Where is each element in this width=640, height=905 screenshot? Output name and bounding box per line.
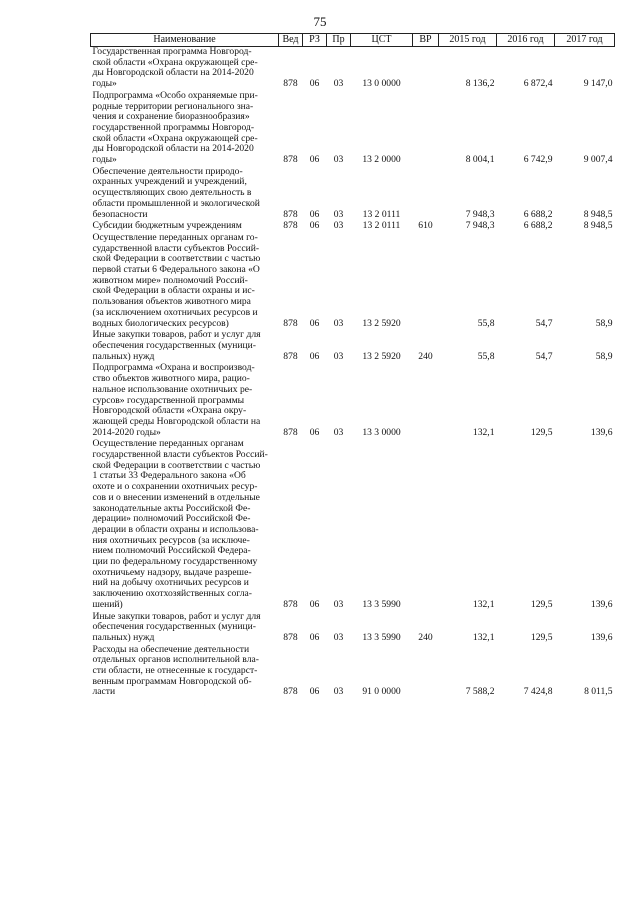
cell-y2016: 7 424,8 — [523, 686, 553, 698]
table-row — [91, 233, 615, 330]
table-row — [91, 645, 615, 700]
cell-name: Обеспечение деятельности природо- охранных учреждений и учреждений, осуществляющих свою деятельность в области промышленной и экологической безопасности — [92, 165, 260, 220]
cell-cst: 13 2 0000 — [362, 154, 401, 166]
header-cst: ЦСТ — [351, 34, 413, 47]
cell-name: Субсидии бюджетным учреждениям — [92, 220, 242, 232]
cell-y2016: 6 688,2 — [523, 208, 553, 220]
cell-vr — [413, 167, 439, 222]
cell-ved: 878 — [283, 631, 298, 643]
cell-ved: 878 — [283, 350, 298, 362]
cell-cst: 13 2 5920 — [362, 350, 401, 362]
cell-vr — [413, 645, 439, 700]
table-row — [91, 167, 615, 222]
cell-vr — [413, 233, 439, 330]
cell-name: Расходы на обеспечение деятельности отдельных органов исполнительной вла- сти области, не отнесенные к государст- венным программам Новгородской об- ласти — [92, 643, 259, 698]
header-2015: 2015 год — [439, 34, 497, 47]
cell-ved: 878 — [283, 317, 298, 329]
cell-ved: 878 — [283, 686, 298, 698]
header-2016: 2016 год — [497, 34, 555, 47]
cell-ved: 878 — [283, 208, 298, 220]
cell-cst: 13 2 5920 — [362, 317, 401, 329]
cell-pr: 03 — [333, 208, 344, 220]
cell-ved: 878 — [283, 598, 298, 610]
header-name: Наименование — [91, 34, 279, 47]
cell-y2016: 129,5 — [530, 598, 553, 610]
budget-table — [90, 33, 615, 699]
cell-rz: 06 — [309, 154, 320, 166]
cell-rz: 06 — [309, 350, 320, 362]
table-header-row — [91, 34, 615, 47]
cell-y2016: 6 688,2 — [523, 220, 553, 232]
cell-pr: 03 — [333, 426, 344, 438]
cell-y2016: 54,7 — [535, 317, 553, 329]
cell-cst: 13 3 5990 — [362, 631, 401, 643]
cell-y2017: 139,6 — [590, 598, 613, 610]
cell-name: Иные закупки товаров, работ и услуг для обеспечения государственных (муници- пальных) нужд — [92, 329, 261, 362]
cell-vr: 240 — [418, 350, 433, 362]
cell-cst: 13 2 0111 — [362, 220, 401, 232]
cell-ved: 878 — [283, 78, 298, 90]
cell-ved: 878 — [283, 426, 298, 438]
cell-vr — [413, 363, 439, 439]
cell-y2017: 58,9 — [595, 317, 613, 329]
cell-rz: 06 — [309, 317, 320, 329]
cell-rz: 06 — [309, 220, 320, 232]
cell-ved: 878 — [283, 154, 298, 166]
cell-pr: 03 — [333, 317, 344, 329]
cell-vr — [413, 47, 439, 91]
header-2017: 2017 год — [555, 34, 615, 47]
cell-rz: 06 — [309, 78, 320, 90]
cell-name: Осуществление переданных органам го- сударственной власти субъектов Россий- ской Федерации в соответствии с частью первой статьи 6 Федерального закона «О животном мире» полномочий Россий- ской Федерации в области охраны и ис- пользования объектов животного мира (за исключением охотничьих ресурсов и водных биологических ресурсов) — [92, 231, 261, 329]
cell-cst: 13 3 5990 — [362, 598, 401, 610]
table-row — [91, 439, 615, 611]
cell-pr: 03 — [333, 78, 344, 90]
table-row — [91, 363, 615, 439]
cell-y2015: 132,1 — [472, 598, 495, 610]
cell-y2015: 132,1 — [472, 426, 495, 438]
cell-rz: 06 — [309, 208, 320, 220]
cell-y2017: 8 011,5 — [584, 686, 613, 698]
cell-pr: 03 — [333, 631, 344, 643]
cell-y2017: 139,6 — [590, 426, 613, 438]
cell-name: Осуществление переданных органам государственной власти субъектов Россий- ской Федерации в соответствии с частью 1 статьи 33 Федерального закона «Об охоте и о сохранении охотничьих ресур- сов и о внесении изменений в отдельные законодательные акты Российской Фе- дерации» полномочий Российской Фе- дерации в области охраны и использова- ния охотничьих ресурсов (за исключе- нием полномочий Российской Федера- ции по федеральному государственному охотничьему надзору, выдаче разреше- ний на добычу охотничьих ресурсов и заключению охотхозяйственных согла- шений) — [92, 438, 268, 610]
cell-y2017: 139,6 — [590, 631, 613, 643]
cell-rz: 06 — [309, 598, 320, 610]
cell-pr: 03 — [333, 220, 344, 232]
table-row — [91, 330, 615, 363]
cell-vr: 610 — [418, 220, 433, 232]
cell-y2016: 6 742,9 — [523, 154, 553, 166]
cell-pr: 03 — [333, 350, 344, 362]
page-number: 75 — [313, 14, 327, 29]
cell-y2015: 7 948,3 — [465, 220, 495, 232]
cell-y2015: 132,1 — [472, 631, 495, 643]
cell-y2015: 8 136,2 — [465, 78, 495, 90]
cell-y2017: 58,9 — [595, 350, 613, 362]
cell-cst: 13 3 0000 — [362, 426, 401, 438]
header-pr: Пр — [327, 34, 351, 47]
cell-ved: 878 — [283, 220, 298, 232]
cell-rz: 06 — [309, 686, 320, 698]
table-row — [91, 612, 615, 645]
cell-pr: 03 — [333, 598, 344, 610]
header-vr: ВР — [413, 34, 439, 47]
cell-y2015: 55,8 — [477, 317, 495, 329]
cell-y2017: 8 948,5 — [583, 220, 613, 232]
cell-name: Государственная программа Новгород- ской области «Охрана окружающей сре- ды Новгородской области на 2014-2020 годы» — [92, 46, 258, 90]
header-rz: РЗ — [303, 34, 327, 47]
cell-cst: 13 2 0111 — [362, 208, 401, 220]
cell-y2015: 7 588,2 — [465, 686, 495, 698]
cell-rz: 06 — [309, 631, 320, 643]
cell-rz: 06 — [309, 426, 320, 438]
cell-name: Иные закупки товаров, работ и услуг для обеспечения государственных (муници- пальных) нужд — [92, 610, 261, 643]
cell-y2015: 55,8 — [477, 350, 495, 362]
cell-y2015: 7 948,3 — [465, 208, 495, 220]
table-row — [91, 47, 615, 91]
cell-cst: 91 0 0000 — [362, 686, 401, 698]
table-row — [91, 91, 615, 167]
cell-pr: 03 — [333, 154, 344, 166]
cell-y2017: 9 007,4 — [583, 154, 613, 166]
cell-pr: 03 — [333, 686, 344, 698]
cell-name: Подпрограмма «Охрана и воспроизвод- ство объектов животного мира, рацио- нальное использование охотничьих ре- сурсов» государственной программы Новгородской области «Охрана окру- жающей среды Новгородской области на 2014-2020 годы» — [92, 362, 261, 438]
cell-name: Подпрограмма «Особо охраняемые при- родные территории регионального зна- чения и сохранение биоразнообразия» государственной программы Новгород- ской области «Охрана окружающей сре- ды Новгородской области на 2014-2020 годы» — [92, 89, 258, 166]
cell-y2016: 129,5 — [530, 426, 553, 438]
cell-y2016: 129,5 — [530, 631, 553, 643]
cell-cst: 13 0 0000 — [362, 78, 401, 90]
header-ved: Вед — [279, 34, 303, 47]
cell-vr — [413, 91, 439, 167]
cell-y2016: 6 872,4 — [523, 78, 553, 90]
cell-y2015: 8 004,1 — [465, 154, 495, 166]
cell-y2017: 8 948,5 — [583, 208, 613, 220]
cell-vr: 240 — [418, 631, 433, 643]
cell-y2016: 54,7 — [535, 350, 553, 362]
cell-y2017: 9 147,0 — [583, 78, 613, 90]
cell-vr — [413, 439, 439, 611]
